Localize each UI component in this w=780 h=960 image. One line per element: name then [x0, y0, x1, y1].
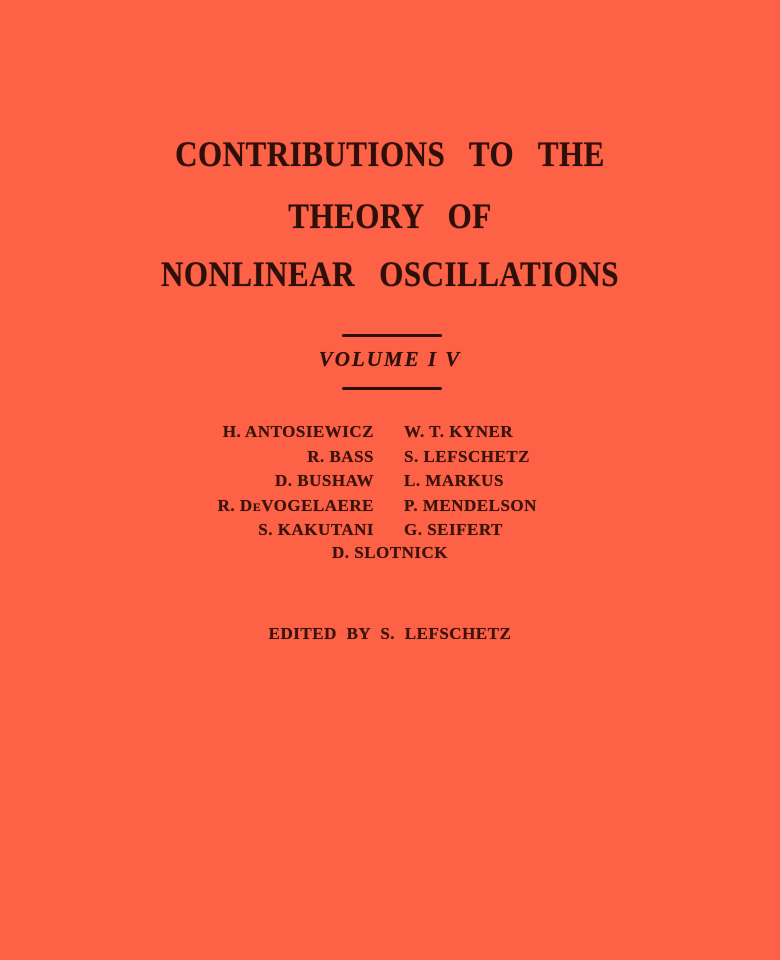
- contributor-name: W. T. KYNER: [404, 422, 514, 441]
- editor-credit: EDITED BY S. LEFSCHETZ: [268, 624, 512, 643]
- divider-top: [342, 334, 442, 337]
- book-title-line-3: NONLINEAR OSCILLATIONS: [161, 253, 619, 294]
- contributor-name: H. ANTOSIEWICZ: [222, 422, 374, 441]
- contributor-name: R. DeVOGELAERE: [217, 495, 374, 515]
- contributor-list: [0, 420, 780, 543]
- contributor-name: P. MENDELSON: [404, 495, 537, 515]
- contributor-row: [0, 420, 780, 445]
- book-title-line-1: CONTRIBUTIONS TO THE: [175, 133, 605, 174]
- contributor-name: D. BUSHAW: [275, 471, 374, 490]
- contributor-row: [0, 518, 780, 543]
- contributor-row: [0, 494, 780, 519]
- contributor-name: R. BASS: [307, 446, 374, 466]
- volume-label: VOLUME I V: [318, 347, 462, 371]
- contributor-name: G. SEIFERT: [404, 520, 503, 539]
- contributor-row: [0, 445, 780, 470]
- contributor-name-bottom: D. SLOTNICK: [331, 543, 449, 562]
- divider-bottom: [342, 387, 442, 390]
- book-title-line-2: THEORY OF: [288, 195, 492, 236]
- contributor-name: S. LEFSCHETZ: [404, 446, 530, 466]
- contributor-name: S. KAKUTANI: [258, 520, 374, 539]
- contributor-name: L. MARKUS: [404, 471, 504, 490]
- contributor-row: [0, 469, 780, 494]
